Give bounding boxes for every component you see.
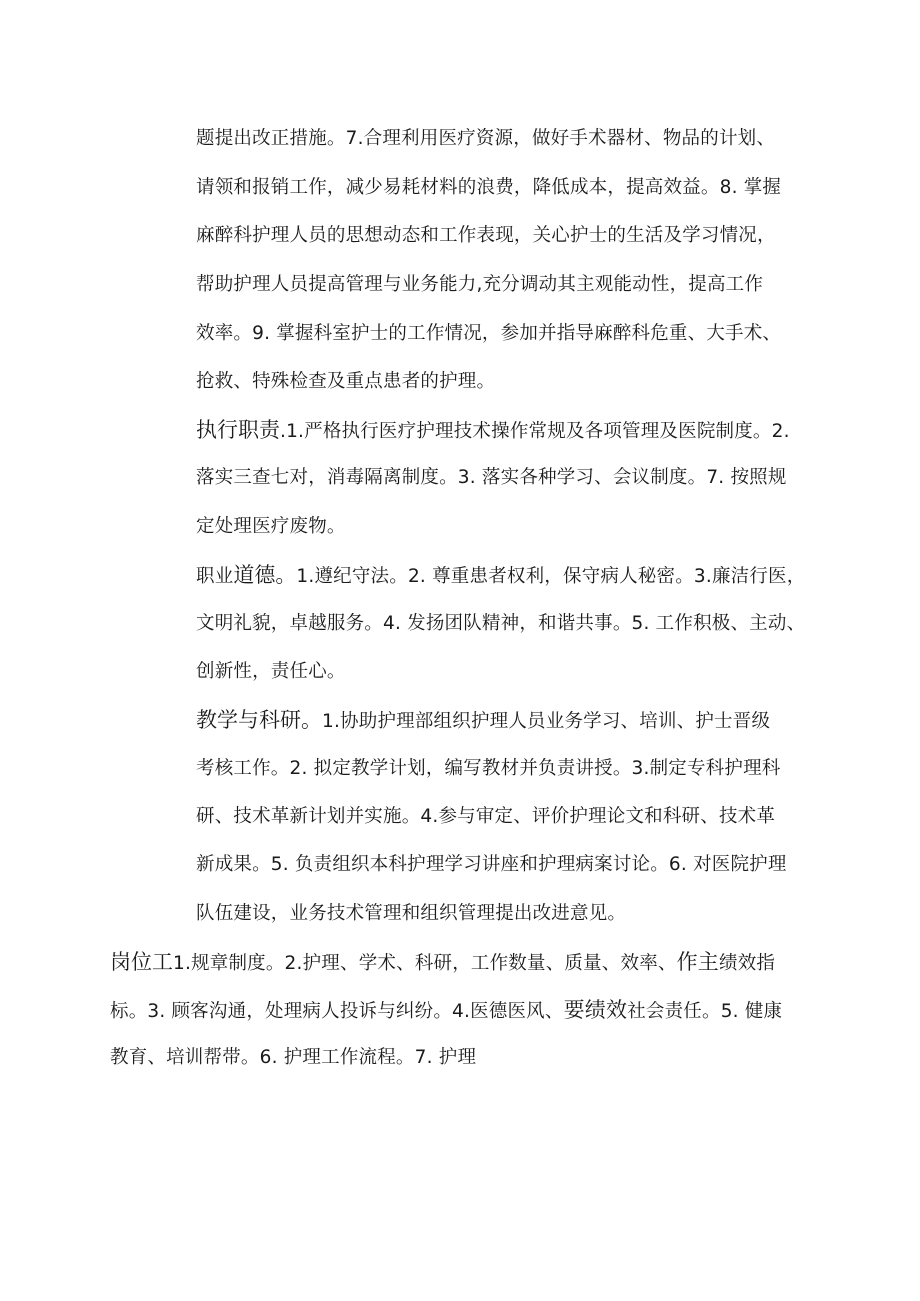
paragraph-5-line-1-text-a: 1.规章制度。2.护理、学术、科研，工作数量、质量、效率、 [173,953,677,974]
paragraph-5-line-1-text-b: 绩效指 [719,953,776,974]
section-heading-position: 岗位工 [110,950,173,974]
paragraph-4-line-4: 新成果。5. 负责组织本科护理学习讲座和护理病案讨论。6. 对医院护理 [196,854,787,875]
paragraph-1-line-3: 麻醉科护理人员的思想动态和工作表现，关心护士的生活及学习情况， [196,225,776,246]
paragraph-5-line-2-text-a: 标。3. 顾客沟通，处理病人投诉与纠纷。4.医德医风、 [110,1001,564,1022]
paragraph-4-line-2: 考核工作。2. 拟定教学计划，编写教材并负责讲授。3.制定专科护理科 [196,758,781,779]
paragraph-1-line-4: 帮助护理人员提高管理与业务能力,充分调动其主观能动性，提高工作 [196,274,764,295]
paragraph-5-line-2-text-b: 社会责任。5. 健康 [627,1001,783,1022]
paragraph-1-line-5: 效率。9. 掌握科室护士的工作情况，参加并指导麻醉科危重、大手术、 [196,323,782,344]
paragraph-5-line-1 [110,950,775,976]
paragraph-4-line-1-text: 1.协助护理部组织护理人员业务学习、培训、护士晋级 [322,711,771,732]
paragraph-2-line-2: 落实三查七对，消毒隔离制度。3. 落实各种学习、会议制度。7. 按照规 [196,467,787,488]
section-heading-ethics: 道德。 [233,563,297,587]
paragraph-3-line-3: 创新性，责任心。 [196,661,346,682]
section-prefix-ethics: 职业 [196,566,234,587]
paragraph-4-line-3: 研、技术革新计划并实施。4.参与审定、评价护理论文和科研、技术革 [196,806,776,827]
paragraph-5-line-2 [110,998,782,1024]
paragraph-1-line-1: 题提出改正措施。7.合理利用医疗资源，做好手术器材、物品的计划、 [196,128,776,149]
paragraph-2-line-1 [196,418,790,444]
paragraph-1-line-2: 请领和报销工作，减少易耗材料的浪费，降低成本，提高效益。8. 掌握 [196,177,782,198]
paragraph-5-line-1-bold: 作主 [676,950,720,974]
paragraph-3-line-1 [196,563,805,589]
paragraph-5-line-3: 教育、培训帮带。6. 护理工作流程。7. 护理 [110,1047,477,1068]
paragraph-4-line-5: 队伍建设，业务技术管理和组织管理提出改进意见。 [196,903,627,924]
paragraph-3-line-2: 文明礼貌，卓越服务。4. 发扬团队精神，和谐共事。5. 工作积极、主动、 [196,613,806,634]
paragraph-5-line-2-bold: 要绩效 [563,998,628,1022]
paragraph-3-line-1-text: 1.遵纪守法。2. 尊重患者权利，保守病人秘密。3.廉洁行医， [296,566,806,587]
paragraph-1-line-6: 抢救、特殊检查及重点患者的护理。 [196,371,496,392]
paragraph-4-line-1 [196,708,770,734]
section-heading-teaching: 教学与科研。 [196,708,322,732]
paragraph-2-line-3: 定处理医疗废物。 [196,516,346,537]
section-heading-duties: 执行职责 [196,418,280,442]
paragraph-2-line-1-text: .1.严格执行医疗护理技术操作常规及各项管理及医院制度。2. [280,421,790,442]
